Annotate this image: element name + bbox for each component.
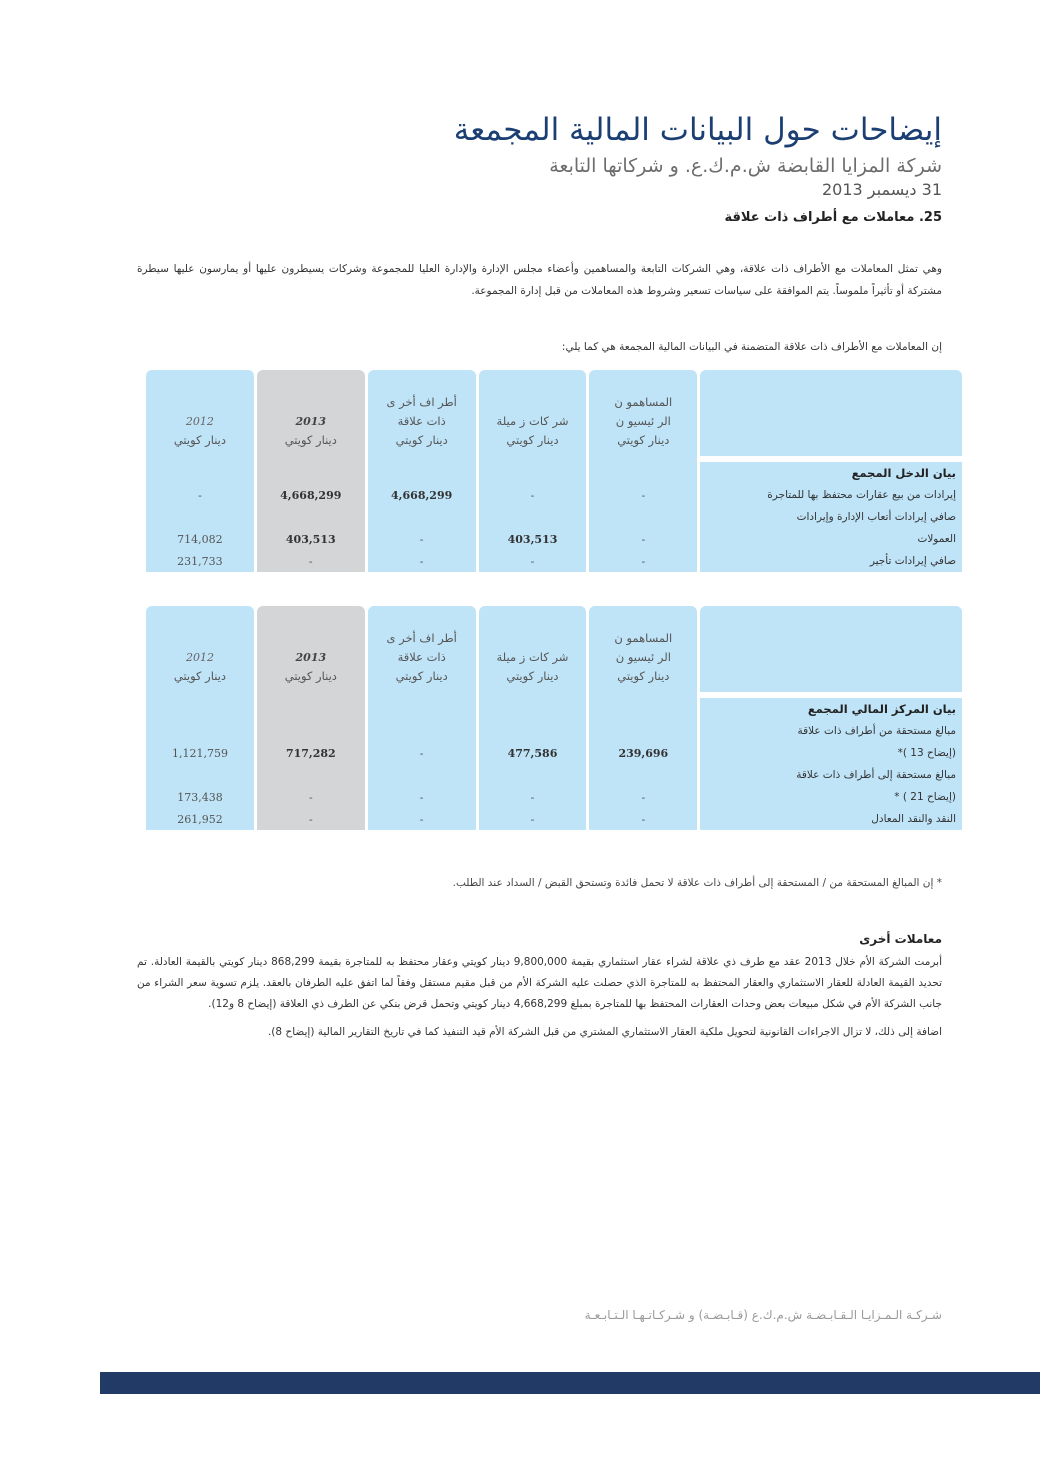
cell-2012: 231,733	[146, 550, 254, 572]
column-header-shareholders	[589, 606, 697, 692]
footer-bar	[100, 1372, 1040, 1394]
row-label: (إيضاح 13 )*	[700, 742, 962, 764]
cell-other: -	[368, 550, 476, 572]
column-header-2013	[257, 606, 365, 692]
intro-paragraph: وهي تمثل المعاملات مع الأطراف ذات علاقة، وهي الشركات التابعة والمساهمين وأعضاء مجلس الإدارة والإدارة العليا للمجموعة وشركات يسيطرون عليها أو يمارسون عليها سيطرة مشتركة أو تأثيراً ملموساً. يتم الموافقة على سياسات تسعير وشروط هذه المعاملات من قبل إدارة المجموعة.	[137, 263, 942, 297]
column-header-2012	[146, 370, 254, 456]
column-header-other-parties	[368, 606, 476, 692]
cell-2012: -	[146, 484, 254, 506]
currency-label: دينار كويتي	[617, 669, 670, 683]
table-header-row	[146, 606, 962, 692]
cell-2013: 717,282	[257, 742, 365, 764]
column-header-associates	[479, 606, 587, 692]
year-label: 2012	[185, 651, 214, 664]
cell-other: 4,668,299	[368, 484, 476, 506]
cell-associates: 403,513	[479, 528, 587, 550]
table-row	[146, 550, 962, 572]
row-label: مبالغ مستحقة إلى أطراف ذات علاقة	[700, 764, 962, 786]
cell-2013	[257, 764, 365, 786]
table-row	[146, 764, 962, 786]
currency-label: دينار كويتي	[395, 669, 448, 683]
row-label: صافي إيرادات تأجير	[700, 550, 962, 572]
cell-other: -	[368, 808, 476, 830]
other-transactions-title: معاملات أخرى	[859, 932, 942, 946]
footer-company-name: شـركـة الـمـزايـا الـقـابـضـة ش.م.ك.ع (قـابـضـة) و شـركـاتـهـا الـتـابـعـة	[584, 1308, 942, 1322]
cell-2013	[257, 720, 365, 742]
year-label: 2013	[295, 415, 327, 428]
company-name: شركة المزايا القابضة ش.م.ك.ع. و شركاتها التابعة	[549, 155, 942, 177]
cell-2013: 403,513	[257, 528, 365, 550]
year-label: 2012	[185, 415, 214, 428]
row-label: إيرادات من بيع عقارات محتفظ بها للمتاجرة	[700, 484, 962, 506]
cell-other	[368, 720, 476, 742]
header-text: أطر اف أخر ى	[386, 395, 457, 409]
cell-associates: -	[479, 786, 587, 808]
page-title: إيضاحات حول البيانات المالية المجمعة	[453, 112, 942, 148]
table-row	[146, 528, 962, 550]
currency-label: دينار كويتي	[617, 433, 670, 447]
table-row	[146, 506, 962, 528]
header-text: المساهمو ن	[614, 631, 673, 645]
cell-2013: -	[257, 550, 365, 572]
cell-shareholders: -	[589, 484, 697, 506]
table-row	[146, 484, 962, 506]
table-row	[146, 462, 962, 484]
table-header-row	[146, 370, 962, 456]
header-text: شر كات ز ميلة	[496, 650, 569, 664]
cell-shareholders: 239,696	[589, 742, 697, 764]
currency-label: دينار كويتي	[173, 433, 227, 447]
label-column-header	[700, 370, 962, 456]
cell-2012: 261,952	[146, 808, 254, 830]
cell-2013	[257, 506, 365, 528]
currency-label: دينار كويتي	[173, 669, 227, 683]
cell-2012	[146, 506, 254, 528]
table-row	[146, 742, 962, 764]
column-header-shareholders	[589, 370, 697, 456]
row-label: صافي إيرادات أتعاب الإدارة وإيرادات	[700, 506, 962, 528]
header-text: المساهمو ن	[614, 395, 673, 409]
year-label: 2013	[295, 651, 327, 664]
cell-2013: -	[257, 808, 365, 830]
cell-2012: 173,438	[146, 786, 254, 808]
cell-other: -	[368, 786, 476, 808]
currency-label: دينار كويتي	[506, 433, 559, 447]
cell-2012	[146, 764, 254, 786]
cell-2012: 1,121,759	[146, 742, 254, 764]
report-date: 31 ديسمبر 2013	[821, 180, 942, 199]
cell-associates	[479, 764, 587, 786]
cell-shareholders	[589, 764, 697, 786]
header-text: شر كات ز ميلة	[496, 414, 569, 428]
currency-label: دينار كويتي	[506, 669, 559, 683]
cell-other: -	[368, 742, 476, 764]
currency-label: دينار كويتي	[284, 433, 337, 447]
financial-position-table	[143, 606, 965, 830]
column-header-associates	[479, 370, 587, 456]
header-text: الر ئيسيو ن	[615, 414, 671, 428]
income-statement-table	[143, 370, 965, 572]
row-label: العمولات	[700, 528, 962, 550]
cell-2013: 4,668,299	[257, 484, 365, 506]
cell-other: -	[368, 528, 476, 550]
table-row	[146, 808, 962, 830]
cell-shareholders	[589, 506, 697, 528]
column-header-other-parties	[368, 370, 476, 456]
cell-shareholders: -	[589, 550, 697, 572]
cell-other	[368, 764, 476, 786]
cell-2012	[146, 720, 254, 742]
row-label: النقد والنقد المعادل	[700, 808, 962, 830]
currency-label: دينار كويتي	[395, 433, 448, 447]
other-transactions-paragraph: أبرمت الشركة الأم خلال 2013 عقد مع طرف ذي علاقة لشراء عقار استثماري بقيمة 9,800,000 دينار كويتي وعقار محتفظ به للمتاجرة بقيمة 868,299 دينار كويتي بالقيمة العادلة. تم تحديد القيمة العادلة للعقار الاستثماري والعقار المحتفظ به للمتاجرة الذي حصلت عليه الشركة الأم من قبل مقيم مستقل وفقاً لما اتفق عليه الطرفان بالعقد. يلزم تسوية سعر الشراء من جانب الشركة الأم في شكل مبيعات بعض وحدات العقارات المحتفظ بها للمتاجرة بمبلغ 4,668,299 دينار كويتي وتحمل قرض بنكي عن الطرف ذي العلاقة (إيضاح 8 و12).	[137, 956, 942, 1010]
cell-shareholders: -	[589, 786, 697, 808]
other-transactions-paragraph-2: اضافة إلى ذلك، لا تزال الاجراءات القانونية لتحويل ملكية العقار الاستثماري المشتري من قبل الشركة الأم قيد التنفيذ كما في تاريخ التقارير المالية (إيضاح 8).	[267, 1026, 942, 1038]
table-row	[146, 720, 962, 742]
table-intro: إن المعاملات مع الأطراف ذات علاقة المتضمنة في البيانات المالية المجمعة هي كما يلي:	[561, 341, 942, 353]
table-heading: بيان المركز المالي المجمع	[700, 698, 962, 720]
header-text: الر ئيسيو ن	[615, 650, 671, 664]
footnote: * إن المبالغ المستحقة من / المستحقة إلى أطراف ذات علاقة لا تحمل فائدة وتستحق القبض / السداد عند الطلب.	[452, 877, 942, 889]
cell-associates: 477,586	[479, 742, 587, 764]
cell-shareholders: -	[589, 808, 697, 830]
header-text: أطر اف أخر ى	[386, 631, 457, 645]
cell-associates	[479, 720, 587, 742]
header-text: ذات علاقة	[397, 650, 446, 664]
table-row	[146, 786, 962, 808]
header-text: ذات علاقة	[397, 414, 446, 428]
column-header-2012	[146, 606, 254, 692]
table-heading: بيان الدخل المجمع	[700, 462, 962, 484]
cell-shareholders: -	[589, 528, 697, 550]
cell-shareholders	[589, 720, 697, 742]
row-label: (إيضاح 21 ) *	[700, 786, 962, 808]
column-header-2013	[257, 370, 365, 456]
section-title: 25. معاملات مع أطراف ذات علاقة	[724, 210, 942, 225]
cell-associates: -	[479, 550, 587, 572]
cell-associates	[479, 506, 587, 528]
row-label: مبالغ مستحقة من أطراف ذات علاقة	[700, 720, 962, 742]
table-row	[146, 698, 962, 720]
cell-other	[368, 506, 476, 528]
cell-associates: -	[479, 484, 587, 506]
cell-2013: -	[257, 786, 365, 808]
cell-associates: -	[479, 808, 587, 830]
currency-label: دينار كويتي	[284, 669, 337, 683]
label-column-header	[700, 606, 962, 692]
cell-2012: 714,082	[146, 528, 254, 550]
